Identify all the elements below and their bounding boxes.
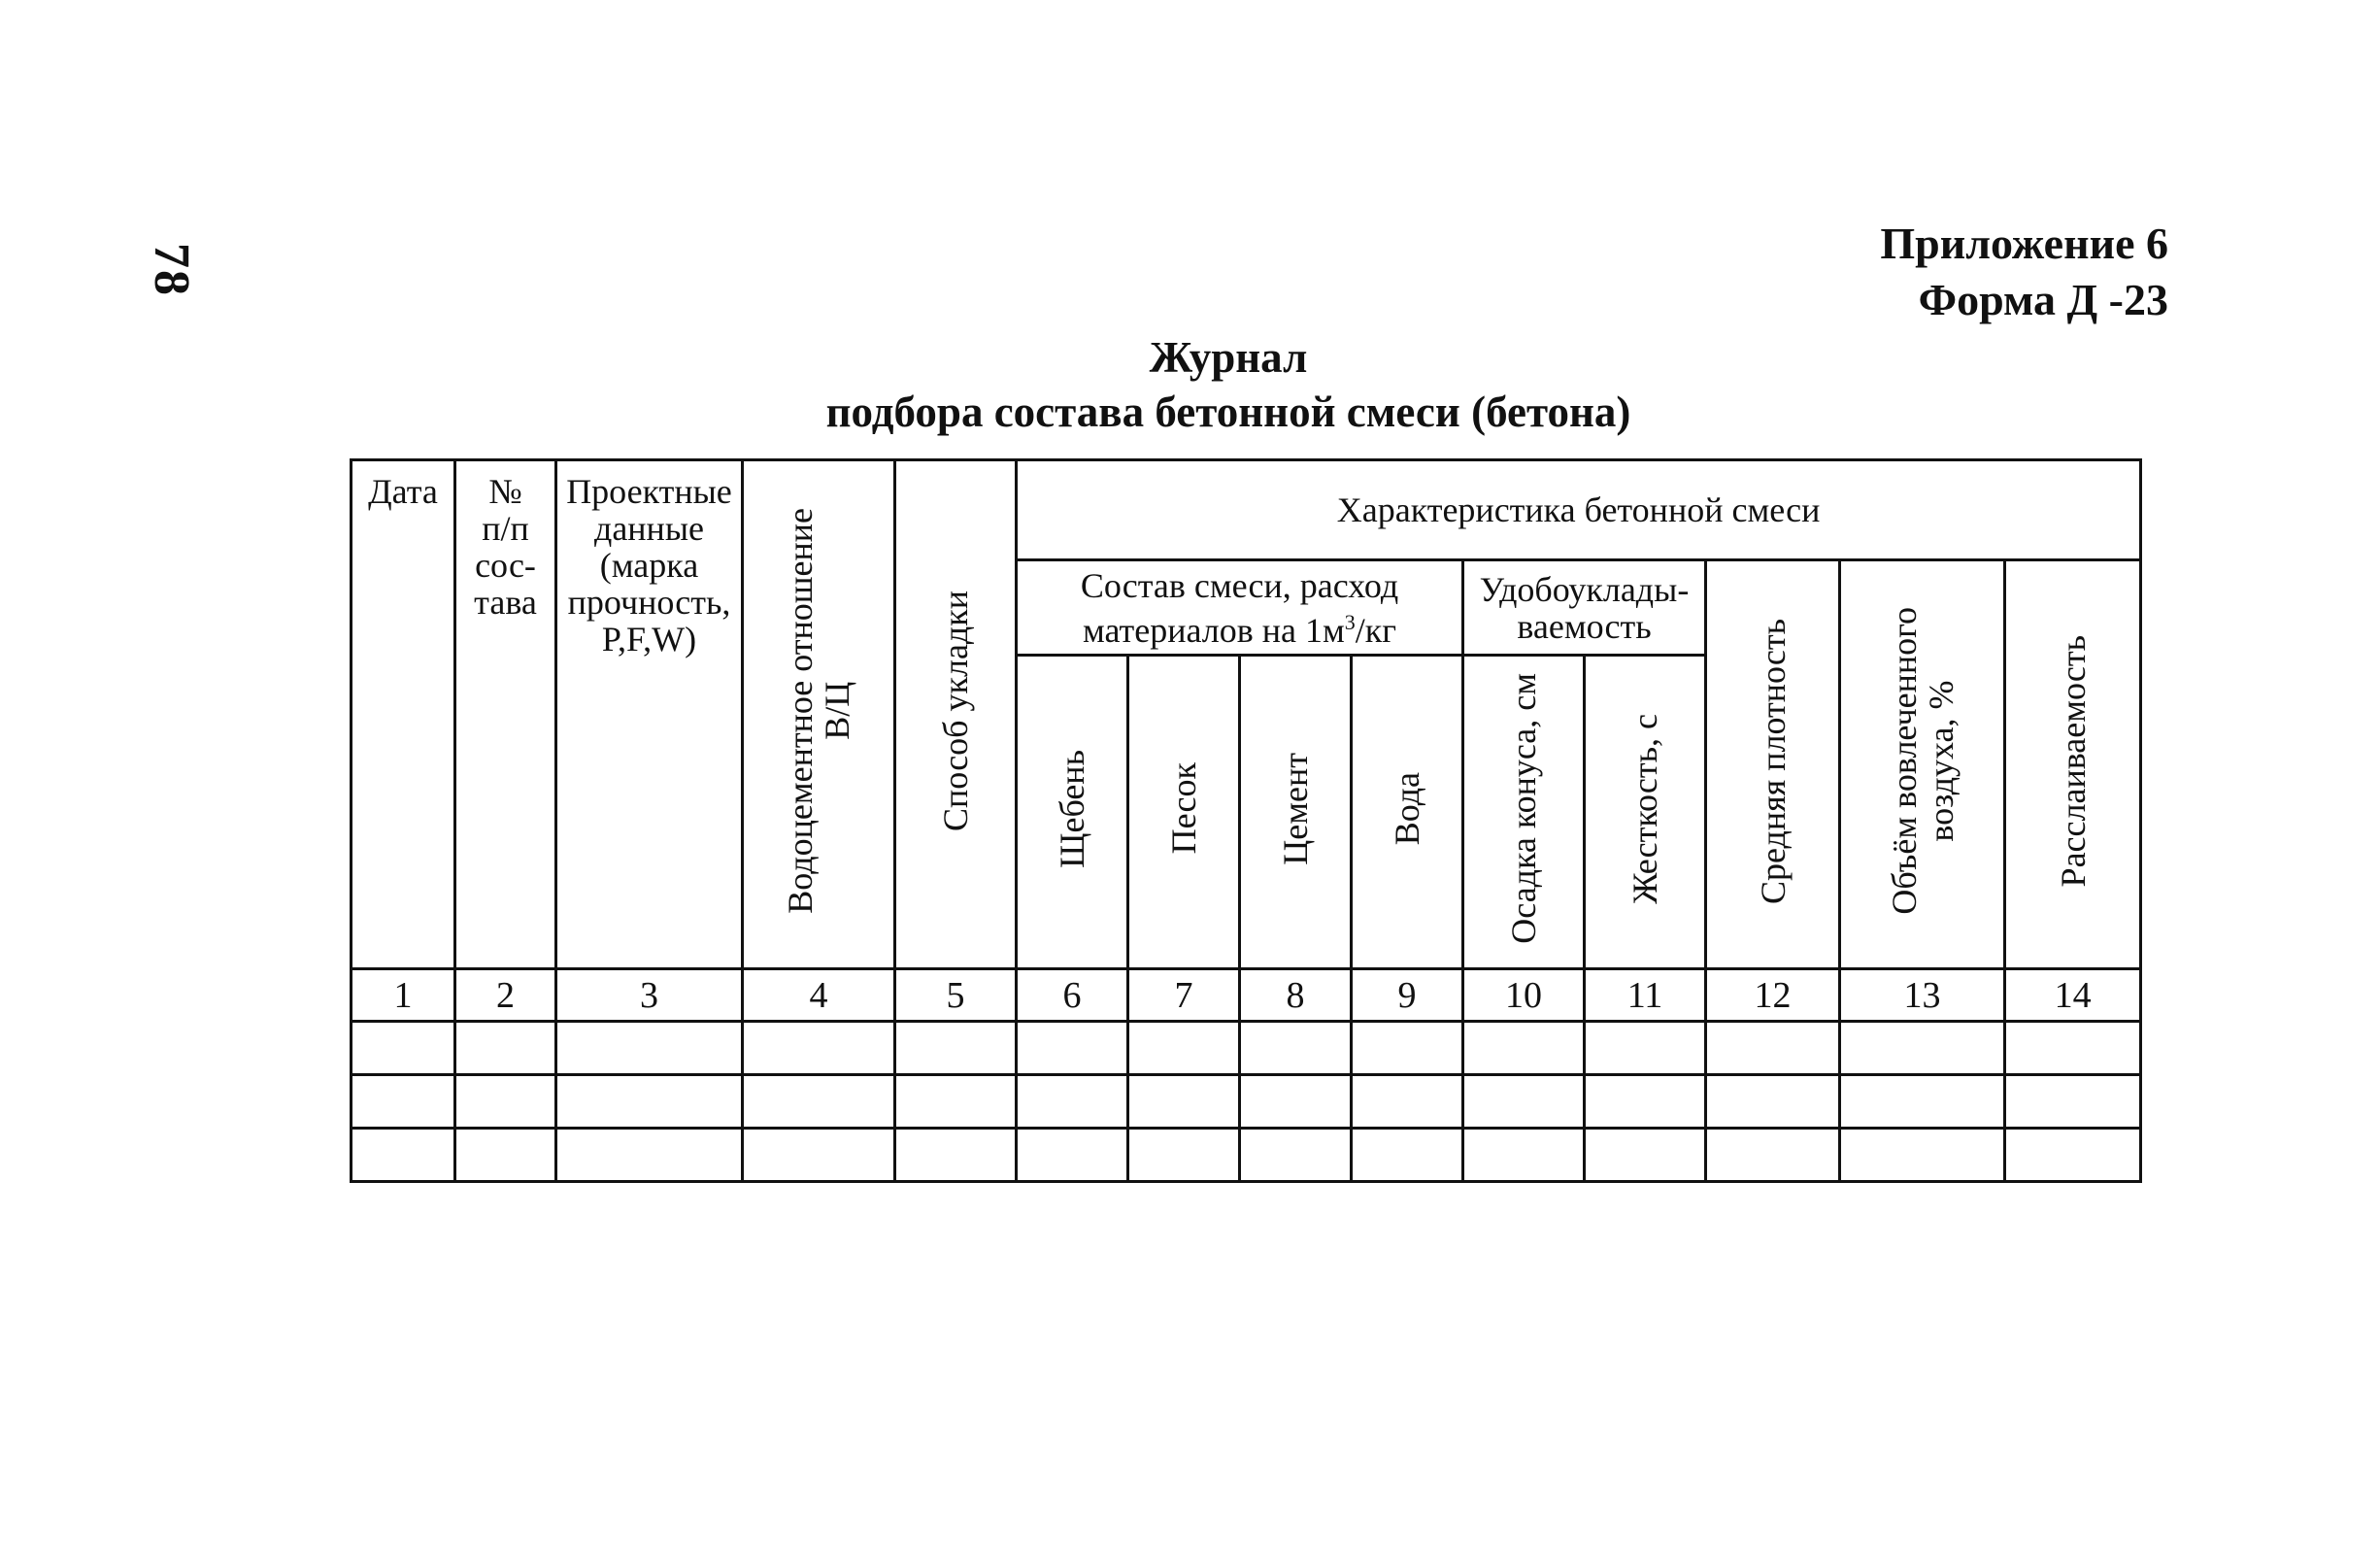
table-cell xyxy=(743,1075,895,1129)
page-title xyxy=(0,330,2380,439)
table-cell xyxy=(352,1129,455,1182)
header-cement: Цемент xyxy=(1240,656,1352,969)
column-number: 10 xyxy=(1463,969,1585,1022)
header-water-cement-ratio: Водоцементное отношение В/Ц xyxy=(743,460,895,969)
header-mix-composition: Состав смеси, расход материалов на $1м^3/кг$ xyxy=(1017,560,1463,656)
table-row xyxy=(352,1022,2141,1075)
column-number: 1 xyxy=(352,969,455,1022)
table-cell xyxy=(1706,1129,1840,1182)
header-composition-number: № п/п сос- тава xyxy=(455,460,556,969)
column-number: 2 xyxy=(455,969,556,1022)
column-number: 14 xyxy=(2005,969,2141,1022)
header-entrained-air: Объём вовлеченного воздуха, % xyxy=(1840,560,2005,969)
table-cell xyxy=(1706,1075,1840,1129)
table-cell xyxy=(1128,1129,1240,1182)
table-cell xyxy=(1240,1129,1352,1182)
header-gravel: Щебень xyxy=(1017,656,1128,969)
column-number-row xyxy=(352,969,2141,1022)
page-number: 78 xyxy=(144,243,199,297)
table-cell xyxy=(2005,1022,2141,1075)
column-number: 13 xyxy=(1840,969,2005,1022)
column-number: 6 xyxy=(1017,969,1128,1022)
header-segregation: Расслаиваемость xyxy=(2005,560,2141,969)
table-cell xyxy=(1585,1075,1706,1129)
column-number: 5 xyxy=(895,969,1017,1022)
table-cell xyxy=(455,1022,556,1075)
table-cell xyxy=(1706,1022,1840,1075)
table-cell xyxy=(1463,1129,1585,1182)
table-cell xyxy=(743,1129,895,1182)
table-cell xyxy=(743,1022,895,1075)
table-cell xyxy=(1585,1022,1706,1075)
header-date: Дата xyxy=(352,460,455,969)
table-cell xyxy=(1585,1129,1706,1182)
table-cell xyxy=(556,1022,743,1075)
column-number: 11 xyxy=(1585,969,1706,1022)
appendix-number: Приложение 6 xyxy=(1880,219,2168,268)
title-line-2: подбора состава бетонной смеси (бетона) xyxy=(825,388,1631,436)
table-cell xyxy=(1840,1129,2005,1182)
header-placement-method: Способ укладки xyxy=(895,460,1017,969)
table-cell xyxy=(1017,1129,1128,1182)
table-cell xyxy=(1352,1129,1463,1182)
header-average-density: Средняя плотность xyxy=(1706,560,1840,969)
table-cell xyxy=(1840,1075,2005,1129)
table-cell xyxy=(1017,1075,1128,1129)
column-number: 9 xyxy=(1352,969,1463,1022)
table-cell xyxy=(1017,1022,1128,1075)
table-cell xyxy=(455,1129,556,1182)
table-cell xyxy=(2005,1129,2141,1182)
table-cell xyxy=(455,1075,556,1129)
table-row xyxy=(352,1129,2141,1182)
table-cell xyxy=(1128,1022,1240,1075)
table-cell xyxy=(895,1129,1017,1182)
header-workability: Удобоуклады- ваемость xyxy=(1463,560,1706,656)
table-cell xyxy=(895,1075,1017,1129)
table-cell xyxy=(1240,1075,1352,1129)
column-number: 8 xyxy=(1240,969,1352,1022)
title-line-1: Журнал xyxy=(1149,333,1308,382)
table-cell xyxy=(1463,1022,1585,1075)
journal-table xyxy=(350,458,2142,1183)
column-number: 3 xyxy=(556,969,743,1022)
table-cell xyxy=(352,1022,455,1075)
header-mix-characteristics: Характеристика бетонной смеси xyxy=(1017,460,2141,560)
header-cone-slump: Осадка конуса, см xyxy=(1463,656,1585,969)
table-cell xyxy=(1352,1022,1463,1075)
table-row xyxy=(352,1075,2141,1129)
column-number: 4 xyxy=(743,969,895,1022)
column-number: 7 xyxy=(1128,969,1240,1022)
header-water: Вода xyxy=(1352,656,1463,969)
table-cell xyxy=(1840,1022,2005,1075)
table-cell xyxy=(895,1022,1017,1075)
header-design-data: Проектные данные (марка прочность, P,F,W) xyxy=(556,460,743,969)
table-cell xyxy=(1463,1075,1585,1129)
appendix-label xyxy=(1880,216,2168,328)
header-stiffness: Жесткость, с xyxy=(1585,656,1706,969)
table-cell xyxy=(1240,1022,1352,1075)
form-code: Форма Д -23 xyxy=(1918,275,2168,324)
table-cell xyxy=(2005,1075,2141,1129)
table-cell xyxy=(1128,1075,1240,1129)
table-cell xyxy=(352,1075,455,1129)
column-number: 12 xyxy=(1706,969,1840,1022)
table-cell xyxy=(556,1129,743,1182)
table-cell xyxy=(556,1075,743,1129)
header-sand: Песок xyxy=(1128,656,1240,969)
table-cell xyxy=(1352,1075,1463,1129)
